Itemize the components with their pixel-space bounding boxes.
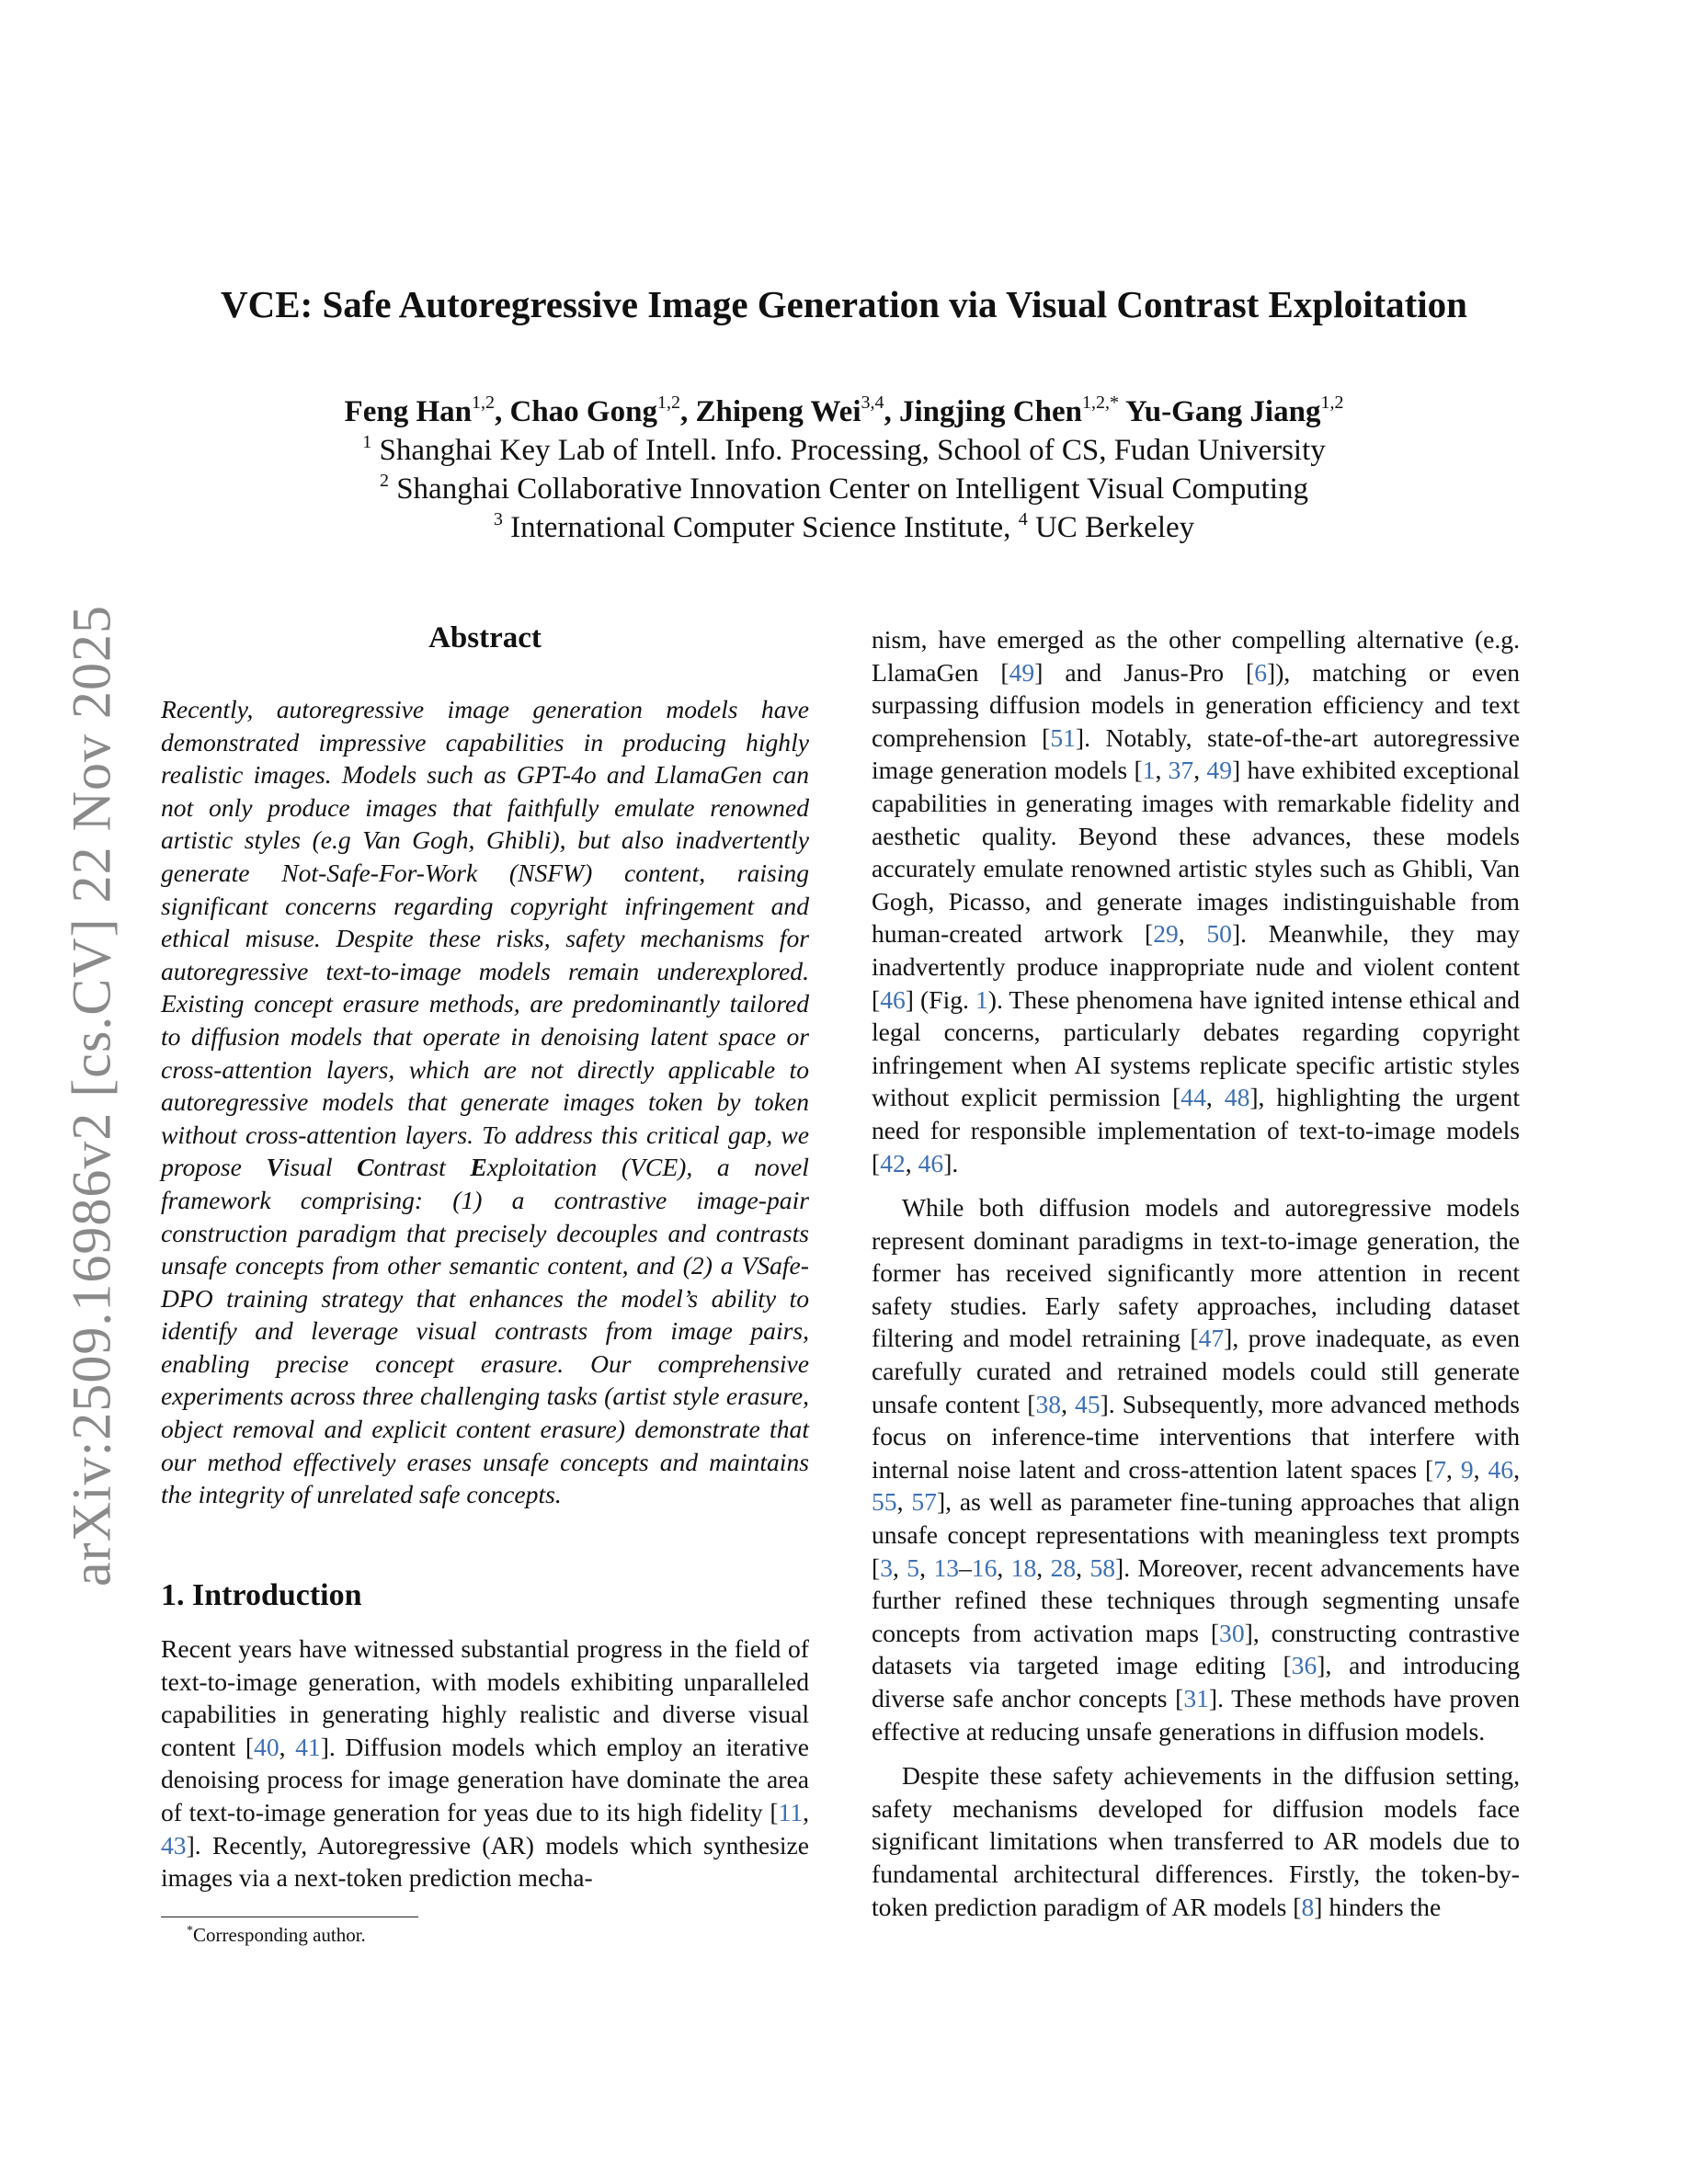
paragraph: Recent years have witnessed substantial progress in the field of text-to-image generation, with models exhibiting unparalleled capabilities in generating highly realistic and diverse visual content [40, 41]. Diffusion models which employ an iterative denoising process for image generation have dominate the area of text-to-image generation for yeas due to its high fidelity [11, 43]. Recently, Autoregressive (AR) models which synthesize images via a next-token prediction mecha- xyxy=(161,1634,809,1893)
author-name: Yu-Gang Jiang xyxy=(1125,395,1321,428)
citation-link[interactable]: 9 xyxy=(1460,1454,1474,1484)
acronym-letter: E xyxy=(470,1153,487,1182)
author-affiliation-marker: 1,2 xyxy=(1320,392,1344,413)
citation-link[interactable]: 18 xyxy=(1010,1553,1037,1582)
author-name: Jingjing Chen xyxy=(899,395,1082,428)
affiliation-marker: 1 xyxy=(362,432,372,452)
abstract-text: Recently, autoregressive image generation models have demonstrated impressive capabilities in producing highly realistic images. Models such as GPT-4o and LlamaGen can not only produce images that faithfully emulate renowned artistic styles (e.g Van Gogh, Ghibli), but also inadvertently generate Not-Safe-For-Work (NSFW) content, raising significant concerns regarding copyright infringement and ethical misuse. Despite these risks, safety mechanisms for autoregressive text-to-image models remain underexplored. Existing concept erasure methods, are predominantly tailored to diffusion models that operate in denoising latent space or cross-attention layers, which are not directly applicable to autoregressive models that generate images token by token without cross-attention layers. To address this critical gap, we propose xyxy=(161,695,809,1182)
paragraph: nism, have emerged as the other compelling alternative (e.g. LlamaGen [49] and Janus-Pro [6]), matching or even surpassing diffusion models in generation efficiency and text comprehension [51]. Notably, state-of-the-art autoregressive image generation models [1, 37, 49] have exhibited exceptional capabilities in generating images with remarkable fidelity and aesthetic quality. Beyond these advances, these models accurately emulate renowned artistic styles such as Ghibli, Van Gogh, Picasso, and generate images indistinguishable from human-created artwork [29, 50]. Meanwhile, they may inadvertently produce inappropriate nude and violent content [46] (Fig. 1). These phenomena have ignited intense ethical and legal concerns, particularly debates regarding copyright infringement when AI systems replicate specific artistic styles without explicit permission [44, 48], highlighting the urgent need for responsible implementation of text-to-image models [42, 46]. xyxy=(872,625,1521,1177)
citation-link[interactable]: 16 xyxy=(971,1553,998,1582)
citation-link[interactable]: 28 xyxy=(1050,1553,1077,1582)
citation-link[interactable]: 51 xyxy=(1050,722,1076,752)
footnote xyxy=(187,1924,366,1947)
citation-link[interactable]: 43 xyxy=(161,1830,187,1860)
citation-link[interactable]: 42 xyxy=(880,1148,906,1177)
affiliation-text: Shanghai Key Lab of Intell. Info. Processing, School of CS, Fudan University xyxy=(379,434,1326,467)
author-name: Zhipeng Wei xyxy=(695,395,861,428)
citation-link[interactable]: 50 xyxy=(1206,919,1232,949)
citation-link[interactable]: 41 xyxy=(295,1732,321,1761)
citation-link[interactable]: 45 xyxy=(1075,1389,1101,1418)
citation-link[interactable]: 31 xyxy=(1183,1684,1209,1712)
author-name: Feng Han xyxy=(344,395,472,428)
abstract-body xyxy=(161,693,809,1511)
right-column xyxy=(872,623,1520,1923)
citation-link[interactable]: 57 xyxy=(911,1487,937,1517)
citation-link[interactable]: 37 xyxy=(1168,756,1194,785)
author-affiliation-marker: 1,2 xyxy=(471,392,495,413)
citation-link[interactable]: 44 xyxy=(1180,1083,1206,1112)
author-name: Chao Gong xyxy=(509,395,657,428)
citation-link[interactable]: 46 xyxy=(918,1148,944,1177)
citation-link[interactable]: 55 xyxy=(872,1487,897,1517)
citation-link[interactable]: 13 xyxy=(933,1553,959,1582)
abstract-heading: Abstract xyxy=(428,621,542,654)
acronym-letter: V xyxy=(266,1153,283,1182)
citation-link[interactable]: 11 xyxy=(778,1797,804,1826)
citation-link[interactable]: 30 xyxy=(1219,1618,1245,1647)
author-affiliation-marker: 1,2 xyxy=(656,392,680,413)
affiliation-text: UC Berkeley xyxy=(1034,511,1195,544)
footnote-marker: * xyxy=(187,1924,193,1938)
citation-link[interactable]: 7 xyxy=(1433,1454,1447,1484)
citation-link[interactable]: 48 xyxy=(1224,1083,1250,1112)
affiliation-text: International Computer Science Institute, xyxy=(510,511,1019,544)
abstract-text: (VCE), a novel framework comprising: (1) a contrastive image-pair construction paradigm that precisely decouples and contrasts unsafe concepts from other semantic content, and (2) a VSafe-DPO training strategy that enhances the model’s ability to identify and leverage visual contrasts from image pairs, enabling precise concept erasure. Our comprehensive experiments across three challenging tasks (artist style erasure, object removal and explicit content erasure) demonstrate that our method effectively erases unsafe concepts and maintains the integrity of unrelated safe concepts. xyxy=(161,1153,809,1509)
author-affiliation-marker: 3,4 xyxy=(861,392,884,413)
paragraph: Despite these safety achievements in the diffusion setting, safety mechanisms developed for diffusion models face significant limitations when transferred to AR models due to fundamental architectural differences. Firstly, the token-by-token prediction paradigm of AR models [8] hinders the xyxy=(872,1761,1520,1921)
abstract-text: isual xyxy=(282,1153,358,1182)
author-list: Feng Han$^{1,2}$, Chao Gong$^{1,2}$, Zhipeng Wei$^{3,4}$, Jingjing Chen$^{1,2,*}$ Yu-Gang Jiang$^{1,2}$ xyxy=(344,392,1344,428)
citation-link[interactable]: 5 xyxy=(907,1553,920,1582)
citation-link[interactable]: 36 xyxy=(1291,1651,1317,1680)
citation-link[interactable]: 49 xyxy=(1009,657,1035,687)
author-affiliation-marker: 1,2,* xyxy=(1081,392,1119,413)
citation-link[interactable]: 49 xyxy=(1206,756,1232,785)
citation-link[interactable]: 8 xyxy=(1301,1892,1315,1921)
affiliation-1 xyxy=(0,432,1688,468)
affiliation-3 xyxy=(0,509,1688,545)
section-heading-introduction: 1. Introduction xyxy=(161,1578,362,1612)
citation-link[interactable]: 1 xyxy=(1142,756,1156,785)
affiliation-2 xyxy=(0,471,1688,506)
citation-link[interactable]: 58 xyxy=(1089,1553,1116,1582)
acronym-letter: C xyxy=(357,1153,374,1182)
citation-link[interactable]: 38 xyxy=(1035,1389,1062,1418)
citation-link[interactable]: 1 xyxy=(975,984,988,1014)
affiliation-marker: 2 xyxy=(379,471,389,491)
abstract-text: xploitation xyxy=(486,1153,598,1182)
paper-title: VCE: Safe Autoregressive Image Generation via Visual Contrast Exploitation xyxy=(220,283,1467,325)
affiliation-marker: 4 xyxy=(1018,509,1028,529)
citation-link[interactable]: 46 xyxy=(1488,1454,1514,1484)
affiliation-marker: 3 xyxy=(493,509,503,529)
abstract-text: ontrast xyxy=(373,1153,471,1182)
affiliation-text: Shanghai Collaborative Innovation Center on Intelligent Visual Computing xyxy=(396,472,1309,506)
citation-link[interactable]: 3 xyxy=(880,1553,893,1582)
paragraph: While both diffusion models and autoregressive models represent dominant paradigms in text-to-image generation, the former has received significantly more attention in recent safety studies. Early safety approaches, including dataset filtering and model retraining [47], prove inadequate, as even carefully curated and retrained models could still generate unsafe content [38, 45]. Subsequently, more advanced methods focus on inference-time interventions that interfere with internal noise latent and cross-attention latent spaces [7, 9, 46, 55, 57], as well as parameter fine-tuning approaches that align unsafe concept representations with meaningless text prompts [3, 5, 13–16, 18, 28, 58]. Moreover, recent advancements have further refined these techniques through segmenting unsafe concepts from activation maps [30], constructing contrastive datasets via targeted image editing [36], and introducing diverse safe anchor concepts [31]. These methods have proven effective at reducing unsafe generations in diffusion models. xyxy=(872,1193,1521,1746)
citation-link[interactable]: 6 xyxy=(1254,657,1268,687)
citation-link[interactable]: 46 xyxy=(880,984,906,1014)
arxiv-identifier[interactable]: arXiv:2509.16986v2 [cs.CV] 22 Nov 2025 xyxy=(61,605,122,1587)
intro-paragraph-1 xyxy=(161,1632,809,1894)
footnote-text: Corresponding author. xyxy=(193,1924,366,1946)
citation-link[interactable]: 40 xyxy=(254,1732,279,1761)
citation-link[interactable]: 47 xyxy=(1198,1324,1225,1353)
citation-link[interactable]: 29 xyxy=(1153,919,1179,949)
